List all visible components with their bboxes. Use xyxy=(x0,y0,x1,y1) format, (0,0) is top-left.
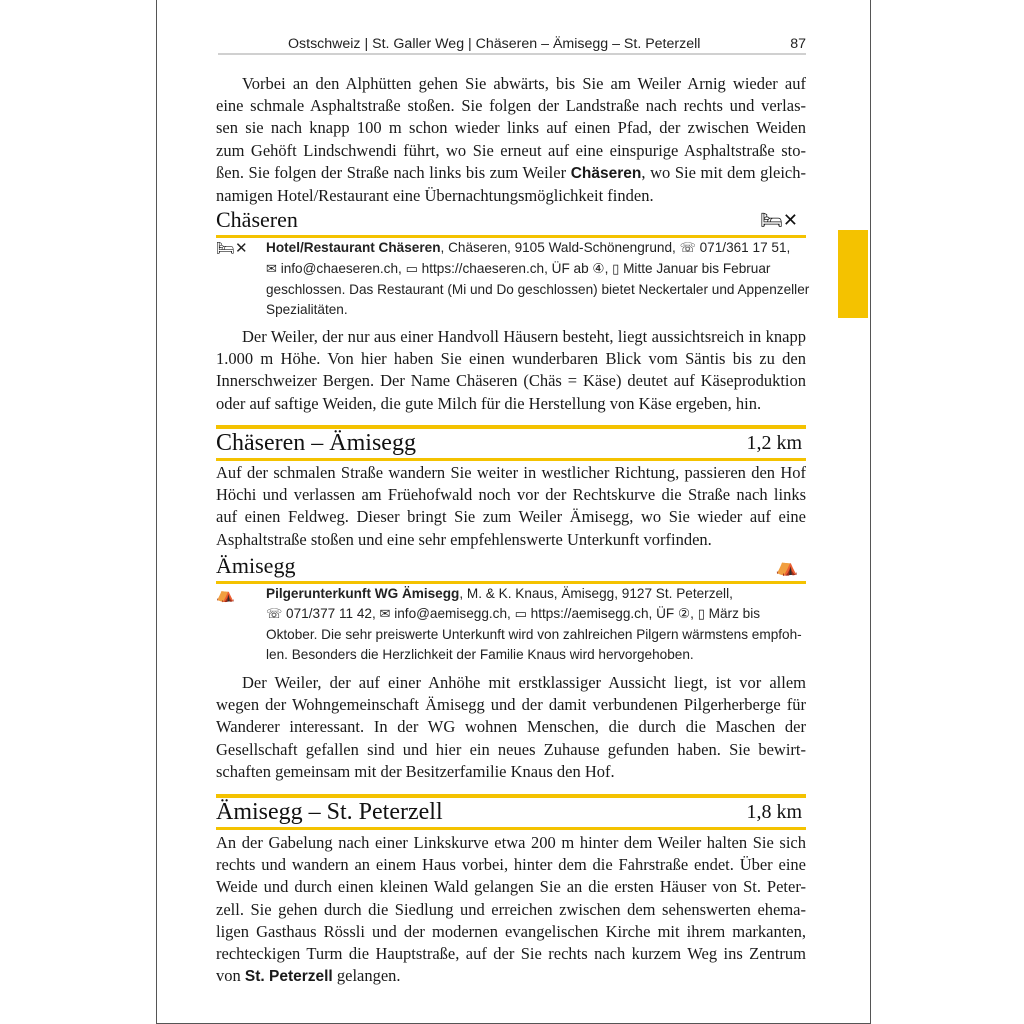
text-line: auf einen Feldweg. Dieser bringt Sie zum Weiler Ämisegg, wo Sie wieder auf eine xyxy=(216,507,806,527)
pilgrim-hostel-icon: ⛺ xyxy=(216,585,235,603)
entry-season: Mitte Januar bis Februar xyxy=(623,261,771,276)
running-header xyxy=(218,36,806,58)
web-icon: ▭ xyxy=(405,262,418,277)
text-line: Höchi und verlassen am Früehofwald noch vor der Rechtskurve die Straße nach links xyxy=(216,485,806,505)
entry-email[interactable]: info@chaeseren.ch, xyxy=(280,261,402,276)
entry-line xyxy=(266,604,806,625)
entry-phone: 071/361 17 51, xyxy=(699,240,791,255)
entry-email[interactable]: info@aemisegg.ch, xyxy=(394,606,511,621)
text-line: schaften gemeinsam mit der Besitzerfamilie Knaus den Hof. xyxy=(216,761,615,781)
text-line: rechts und wandern an einem Haus vorbei, hinter dem die Fahrstraße endet. Über eine xyxy=(216,855,806,875)
text-line: ßen. Sie folgen der Straße nach links bis zum Weiler Chäseren, wo Sie mit dem gleich- xyxy=(216,162,806,182)
accommodation-entry-chaeseren xyxy=(216,238,810,320)
header-rule xyxy=(218,53,806,55)
entry-season: März bis xyxy=(708,606,761,621)
heading-rule-top xyxy=(216,425,806,429)
place-title: Chäseren xyxy=(216,207,298,232)
text-line: zell. Sie gehen durch die Siedlung und erreichen zwischen dem sehenswerten ehema- xyxy=(216,899,806,919)
paragraph-2 xyxy=(216,326,806,415)
section-heading-chaeseren-aemisegg xyxy=(216,425,806,461)
entry-phone: 071/377 11 42, xyxy=(286,606,376,621)
text-line: wegen der Wohngemeinschaft Ämisegg und der damit verbundenen Pilgerherberge für xyxy=(216,695,806,715)
heading-rule-top xyxy=(216,794,806,798)
text-line: Asphaltstraße stoßen und eine sehr empfehlenswerte Unterkunft vorfinden. xyxy=(216,529,712,549)
text-line: eine schmale Asphaltstraße stoßen. Sie folgen der Landstraße nach rechts und verlas- xyxy=(216,96,806,116)
entry-line: Spezialitäten. xyxy=(266,302,348,317)
paragraph-1 xyxy=(216,73,806,207)
text-line: zum Gehöft Lindschwendi führt, wo Sie erneut auf eine einspurige Asphaltstraße sto- xyxy=(216,140,806,160)
page-number: 87 xyxy=(790,36,806,52)
door-icon: ▯ xyxy=(697,607,705,622)
entry-web[interactable]: https://chaeseren.ch, ÜF ab ④, xyxy=(421,261,609,276)
text-line: 1.000 m Höhe. Von hier haben Sie einen wunderbaren Blick vom Säntis bis zu den xyxy=(216,349,806,369)
bed-restaurant-icon: 🛏✕ xyxy=(760,210,798,231)
text-line: sen sie nach knapp 100 m schon wieder links auf einen Pfad, der zwischen Weiden xyxy=(216,118,806,138)
place-heading-aemisegg xyxy=(216,553,806,584)
text-line: Der Weiler, der nur aus einer Handvoll Häusern besteht, liegt aussichtsreich in knapp xyxy=(242,327,806,346)
section-heading-aemisegg-st-peterzell xyxy=(216,794,806,830)
place-highlight: Chäseren xyxy=(570,164,642,182)
text-line: Weide und durch einen kleinen Wald gelangen Sie an die ersten Häuser von St. Peter- xyxy=(216,877,806,897)
heading-rule xyxy=(216,458,806,461)
entry-line: Pilgerunterkunft WG Ämisegg, M. & K. Knaus, Ämisegg, 9127 St. Peterzell, xyxy=(266,586,733,601)
phone-icon: ☏ xyxy=(679,241,696,256)
text-line: Vorbei an den Alphütten gehen Sie abwärts, bis Sie am Weiler Arnig wieder auf xyxy=(242,74,806,93)
text-line: rechteckigen Turm die Hauptstraße, auf der Sie rechts nach kurzem Weg ins Zentrum xyxy=(216,944,806,964)
running-header-title: Ostschweiz | St. Galler Weg | Chäseren – Ämisegg – St. Peterzell xyxy=(288,36,701,52)
entry-line xyxy=(266,259,806,280)
entry-line: len. Besonders die Herzlichkeit der Familie Knaus wird hervorgehoben. xyxy=(266,647,694,662)
paragraph-5 xyxy=(216,832,806,988)
entry-line: geschlossen. Das Restaurant (Mi und Do geschlossen) bietet Neckertaler und Appenzeller xyxy=(266,282,810,297)
text-line: oder auf saftige Weiden, die gute Milch für die Herstellung von Käse ergeben, hin. xyxy=(216,393,762,413)
text-line: Auf der schmalen Straße wandern Sie weiter in westlicher Richtung, passieren den Hof xyxy=(216,463,806,482)
text-line: Der Weiler, der auf einer Anhöhe mit erstklassiger Aussicht liegt, ist vor allem xyxy=(242,673,806,692)
text-line: Wanderer interessant. In der WG wohnen Menschen, die durch die Maschen der xyxy=(216,717,806,737)
entry-name: Pilgerunterkunft WG Ämisegg xyxy=(266,586,460,601)
place-heading-chaeseren xyxy=(216,207,806,238)
section-title: Ämisegg – St. Peterzell xyxy=(216,799,443,825)
paragraph-3 xyxy=(216,462,806,551)
section-distance: 1,8 km xyxy=(746,801,802,823)
chapter-thumb-tab xyxy=(838,230,868,318)
accommodation-entry-aemisegg xyxy=(216,584,806,666)
heading-rule xyxy=(216,827,806,830)
entry-line: Oktober. Die sehr preiswerte Unterkunft wird von zahlreichen Pilgern wärmstens empfoh- xyxy=(266,627,802,642)
phone-icon: ☏ xyxy=(266,607,283,622)
section-title: Chäseren – Ämisegg xyxy=(216,430,416,456)
text-line: ligen Gasthaus Rössli und der modernen evangelischen Kirche mit ihrem markanten, xyxy=(216,921,806,941)
section-distance: 1,2 km xyxy=(746,432,802,454)
text-line: von St. Peterzell gelangen. xyxy=(216,966,401,986)
text-line: namigen Hotel/Restaurant eine Übernachtungsmöglichkeit finden. xyxy=(216,186,654,206)
door-icon: ▯ xyxy=(612,262,620,277)
email-icon: ✉ xyxy=(379,607,391,622)
text-line: An der Gabelung nach einer Linkskurve etwa 200 m hinter dem Weiler halten Sie sich xyxy=(216,833,806,852)
paragraph-4 xyxy=(216,672,806,783)
text-line: Gesellschaft gefallen sind und hier ein neues Zuhause gefunden haben. Sie bewirt- xyxy=(216,739,806,759)
bed-restaurant-icon: 🛏✕ xyxy=(216,239,248,257)
place-highlight: St. Peterzell xyxy=(244,968,333,986)
pilgrim-hostel-icon: ⛺ xyxy=(775,556,798,577)
text-line: Innerschweizer Bergen. Der Name Chäseren (Chäs = Käse) deutet auf Käseproduktion xyxy=(216,371,806,391)
email-icon: ✉ xyxy=(266,262,277,277)
entry-name: Hotel/Restaurant Chäseren xyxy=(266,240,441,255)
entry-line: Hotel/Restaurant Chäseren, Chäseren, 9105 Wald-Schönengrund, ☏ 071/361 17 51, xyxy=(266,240,791,256)
web-icon: ▭ xyxy=(514,607,527,622)
entry-web[interactable]: https://aemisegg.ch, ÜF ②, xyxy=(530,606,694,621)
place-title: Ämisegg xyxy=(216,553,296,578)
